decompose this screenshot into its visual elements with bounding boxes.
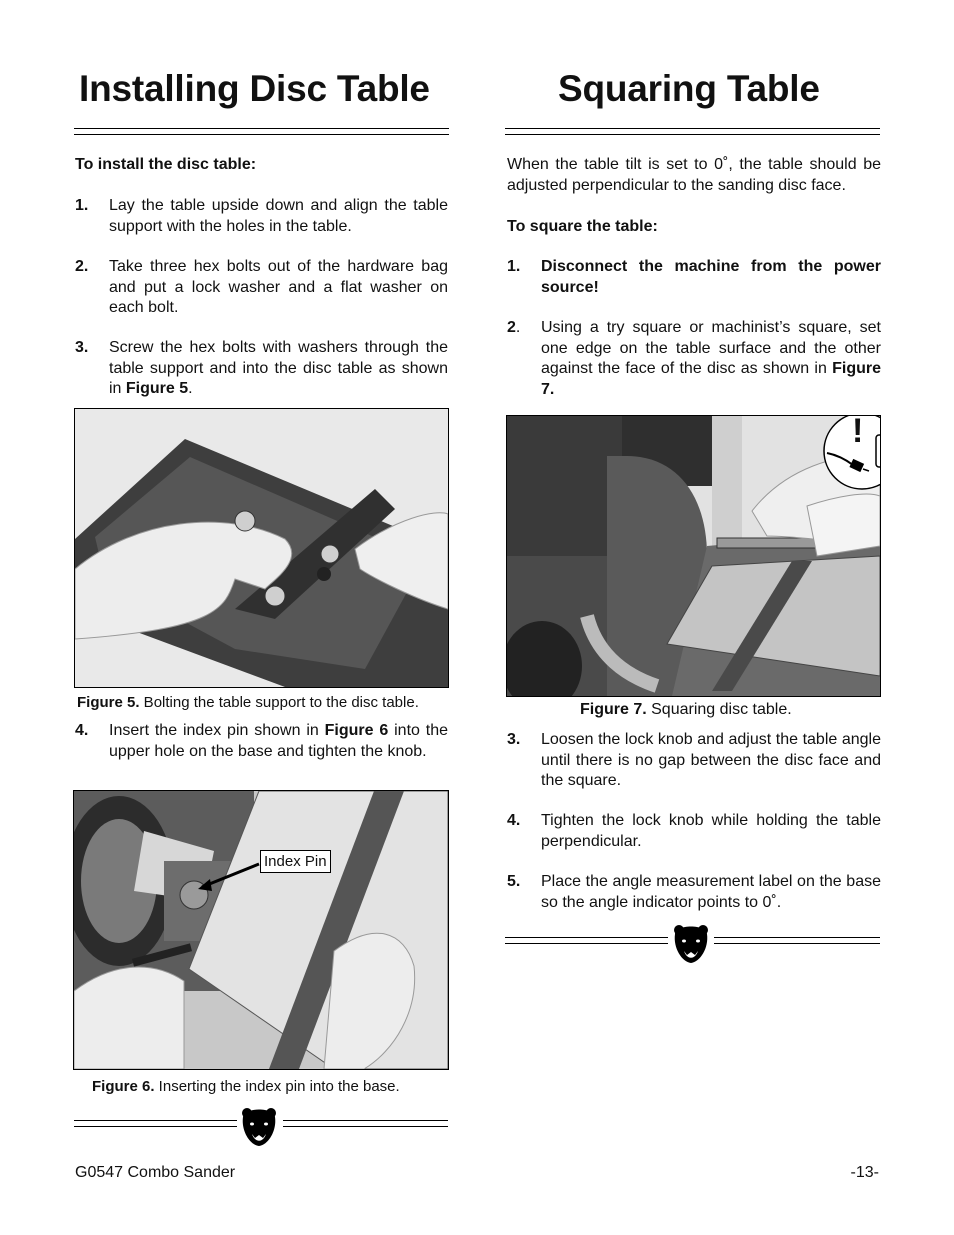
figure-6-caption <box>92 1078 400 1096</box>
plug-unplug-warning-icon <box>815 415 881 491</box>
step-number: 2. <box>75 258 89 275</box>
step-text: Screw the hex bolts with washers through the table support and into the disc table as shown in Figure 5. <box>109 339 448 397</box>
right-step-3 <box>507 730 881 792</box>
index-pin-callout: Index Pin <box>260 850 331 873</box>
left-step-1 <box>75 196 448 237</box>
step-text: Disconnect the machine from the power source! <box>541 258 881 296</box>
right-title-rule <box>505 128 880 135</box>
left-end-rule-a <box>74 1120 237 1127</box>
figure-5-photo <box>75 409 448 687</box>
left-intro-heading: To install the disc table: <box>75 156 257 173</box>
footer-model-name: G0547 Combo Sander <box>75 1164 236 1181</box>
step-number: 3. <box>507 731 521 748</box>
figure-5-image <box>74 408 449 688</box>
figure-7-label: Figure 7. <box>580 701 647 718</box>
figure-5-caption-text: Bolting the table support to the disc table. <box>139 694 419 711</box>
right-step-1 <box>507 257 881 298</box>
right-subheading: To square the table: <box>507 218 658 235</box>
bear-logo-icon <box>240 1107 278 1147</box>
step-text: Place the angle measurement label on the base so the angle indicator points to 0˚. <box>541 873 881 911</box>
figure-6-caption-text: Inserting the index pin into the base. <box>154 1078 400 1095</box>
step-text: Lay the table upside down and align the table support with the holes in the table. <box>109 197 448 235</box>
step-number: 4. <box>75 722 89 739</box>
figure-5-label: Figure 5. <box>77 694 140 711</box>
step-number: 4. <box>507 812 521 829</box>
figure-7-caption <box>580 701 792 719</box>
step-text: Tighten the lock knob while holding the table perpendicular. <box>541 812 881 850</box>
left-step-4 <box>75 721 448 762</box>
step-text: Take three hex bolts out of the hardware bag and put a lock washer and a flat washer on each bolt. <box>109 258 448 316</box>
figure-5-reference: Figure 5 <box>125 380 189 397</box>
figure-7-image <box>506 415 881 697</box>
step-text: Loosen the lock knob and adjust the table angle until there is no gap between the disc face and the square. <box>541 731 881 789</box>
figure-6-photo <box>74 791 448 1069</box>
step-number: 1. <box>507 258 521 275</box>
left-section-title: Installing Disc Table <box>79 68 430 109</box>
figure-7-caption-text: Squaring disc table. <box>646 701 792 718</box>
step-text: Using a try square or machinist’s square, set one edge on the table surface and the other against the face of the disc as shown in Figure 7. <box>541 319 881 398</box>
step-text: Insert the index pin shown in Figure 6 into the upper hole on the base and tighten the knob. <box>109 722 449 760</box>
figure-6-image <box>73 790 449 1070</box>
right-end-rule-a <box>505 937 668 944</box>
step-number: 2. <box>507 319 521 336</box>
left-title-rule <box>74 128 449 135</box>
right-section-title: Squaring Table <box>558 68 820 109</box>
left-step-3 <box>75 338 448 400</box>
figure-6-label: Figure 6. <box>92 1078 155 1095</box>
right-step-5 <box>507 872 881 913</box>
figure-7-reference: Figure 7. <box>541 360 881 398</box>
right-step-4 <box>507 811 881 852</box>
warning-exclamation: ! <box>852 415 864 450</box>
figure-6-reference: Figure 6 <box>324 722 389 739</box>
right-step-2 <box>507 318 881 400</box>
right-intro-paragraph: When the table tilt is set to 0˚, the table should be adjusted perpendicular to the sanding disc face. <box>507 156 881 194</box>
step-number: 3. <box>75 339 89 356</box>
step-number: 5. <box>507 873 521 890</box>
right-end-rule-b <box>714 937 880 944</box>
step-number: 1. <box>75 197 89 214</box>
footer-page-number: -13- <box>850 1164 879 1181</box>
left-step-2 <box>75 257 448 319</box>
bear-logo-icon <box>672 924 710 964</box>
left-end-rule-b <box>283 1120 448 1127</box>
figure-5-caption <box>77 694 419 712</box>
